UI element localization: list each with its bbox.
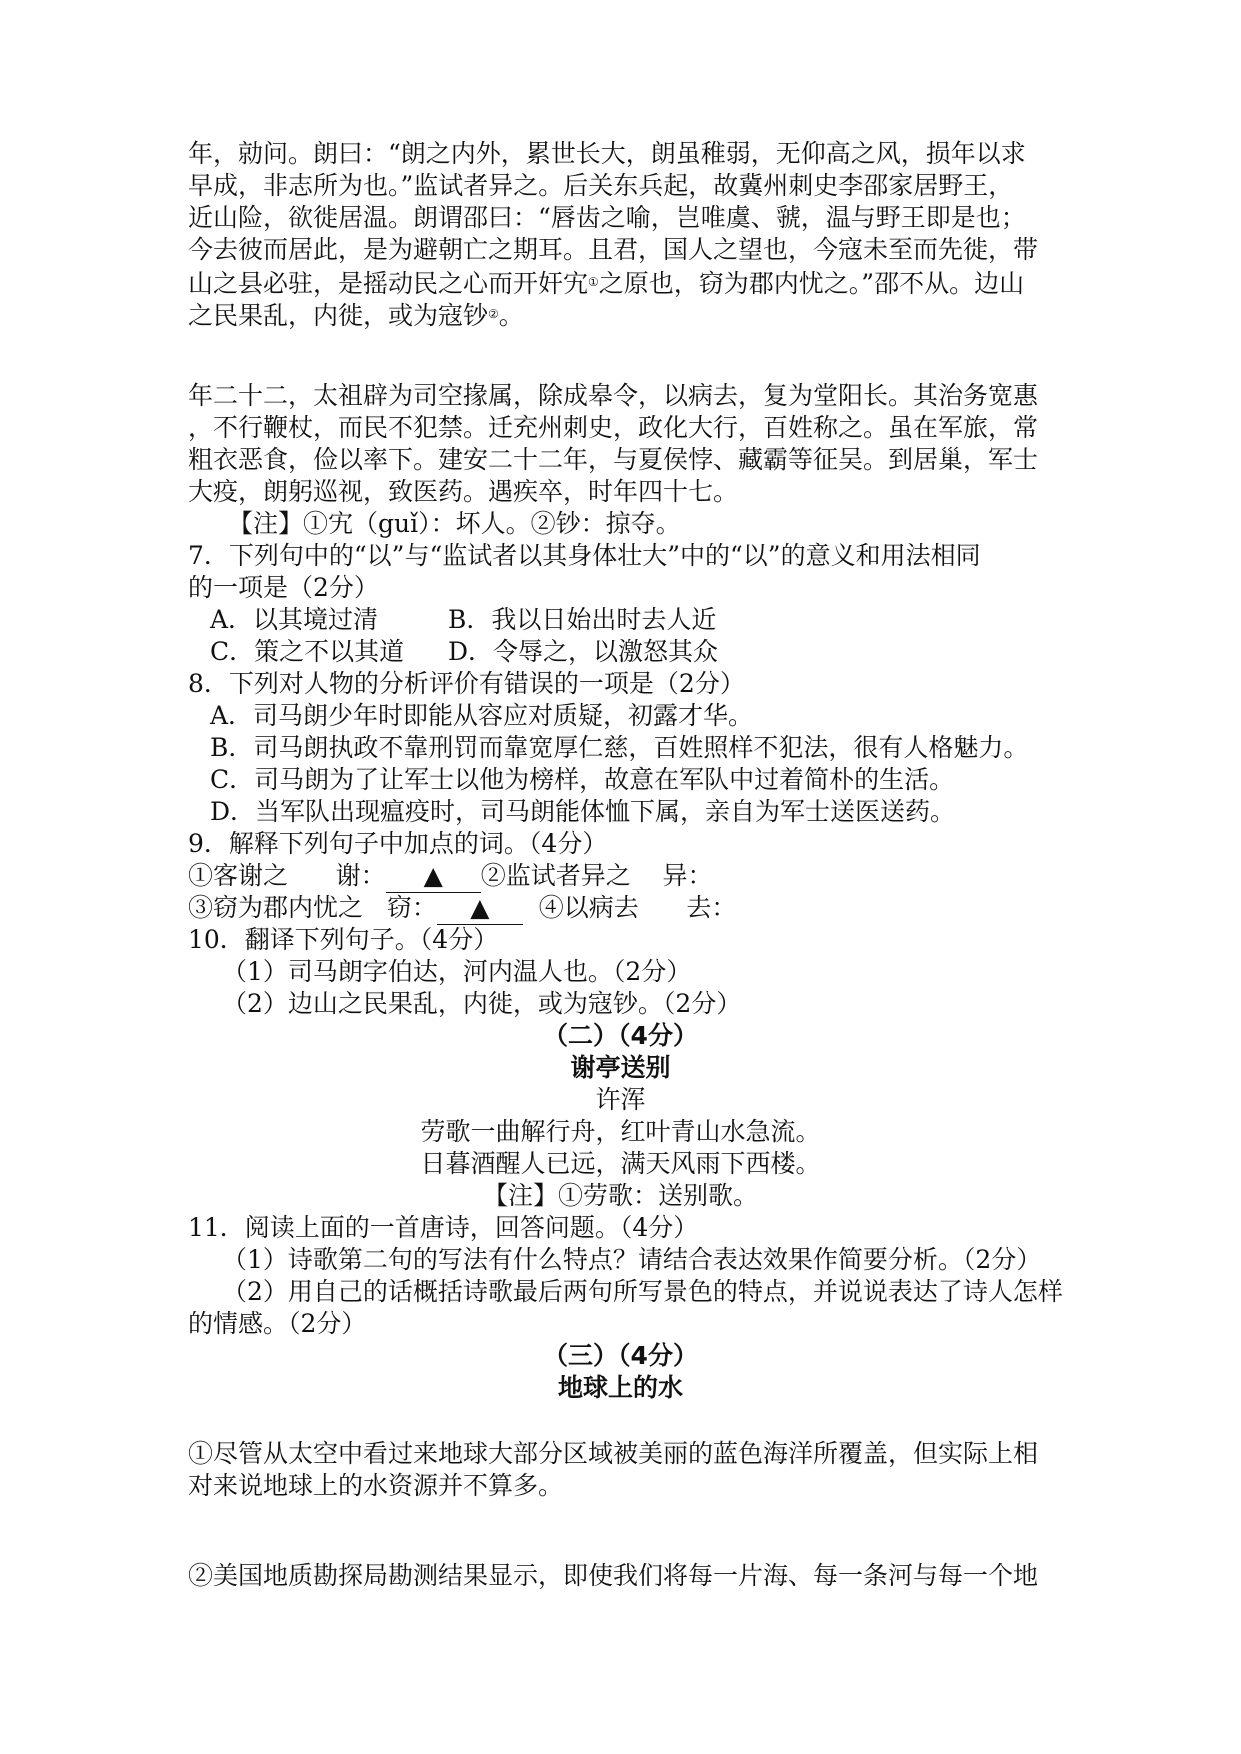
q10-sentence: （2）边山之民果乱，内徙，或为寇钞。（2分） [222, 989, 742, 1018]
passage1-text: 之民果乱，内徙，或为寇钞 [188, 301, 489, 330]
q9-row [188, 860, 712, 892]
answer-blank[interactable]: ▲ [437, 892, 523, 925]
q9-item: ③窃为郡内忧之 窃： [188, 893, 437, 922]
q8-stem: 8．下列对人物的分析评价有错误的一项是（2分） [188, 669, 745, 698]
passage1-line: 早成，非志所为也。”监试者异之。后关东兵起，故冀州刺史李邵家居野王， [188, 171, 1014, 200]
poem-title: 谢亭送别 [570, 1053, 671, 1082]
q7-option-d: D．令辱之，以激怒其众 [448, 637, 719, 666]
section-heading: （三）（4分） [543, 1341, 698, 1370]
passage1-line: 今去彼而居此，是为避朝亡之期耳。且君，国人之望也，今寇未至而先徙，带 [188, 235, 1039, 264]
passage1-line: 近山险，欲徙居温。朗谓邵曰：“唇齿之喻，岂唯虞、虢，温与野王即是也； [188, 203, 1026, 232]
section-heading: （二）（4分） [543, 1021, 698, 1050]
passage1-text: 山之县必驻，是摇动民之心而开奸宄 [188, 269, 589, 298]
q10-stem: 10．翻译下列句子。（4分） [188, 925, 499, 954]
q11-stem: 11．阅读上面的一首唐诗，回答问题。（4分） [188, 1213, 699, 1242]
passage1-line: 年，勍问。朗曰：“朗之内外，累世长大，朗虽稚弱，无仰高之风，损年以求 [188, 139, 1026, 168]
article-title: 地球上的水 [557, 1373, 683, 1402]
q9-item: ②监试者异之 异： [480, 861, 713, 890]
passage2-line: 年二十二，太祖辟为司空掾属，除成皋令，以病去，复为堂阳长。其治务宽惠 [188, 381, 1039, 410]
q7-option-a: A．以其境过清 [210, 605, 379, 634]
q7-option-b: B．我以日始出时去人近 [448, 605, 717, 634]
article-paragraph: 对来说地球上的水资源并不算多。 [188, 1471, 564, 1500]
answer-blank[interactable]: ▲ [386, 860, 481, 893]
q9-row [188, 892, 736, 924]
passage2-line: 粗衣恶食，俭以率下。建安二十二年，与夏侯悖、藏霸等征吴。到居巢，军士 [188, 445, 1039, 474]
q7-option-c: C．策之不以其道 [210, 637, 405, 666]
passage1-line [188, 266, 1024, 298]
passage2-note: 【注】①宄（guǐ）：坏人。②钞：掠夺。 [228, 509, 681, 538]
q10-sentence: （1）司马朗字伯达，河内温人也。（2分） [222, 957, 692, 986]
q7-stem: 的一项是（2分） [188, 573, 379, 602]
q7-stem: 7．下列句中的“以”与“监试者以其身体壮大”中的“以”的意义和用法相同 [188, 541, 981, 570]
passage1-text: 。 [498, 301, 524, 330]
article-paragraph: ②美国地质勘探局勘测结果显示，即使我们将每一片海、每一条河与每一个地 [188, 1561, 1039, 1590]
passage1-text: 之原也，窃为郡内忧之。”邵不从。边山 [598, 269, 1025, 298]
q8-option-c: C．司马朗为了让军士以他为榜样，故意在军队中过着简朴的生活。 [210, 765, 955, 794]
q11-sub: （2）用自己的话概括诗歌最后两句所写景色的特点，并说说表达了诗人怎样 [222, 1277, 1063, 1306]
poem-line: 日暮酒醒人已远，满天风雨下西楼。 [420, 1149, 821, 1178]
footnote-marker: ② [488, 307, 499, 321]
poem-line: 劳歌一曲解行舟，红叶青山水急流。 [420, 1117, 821, 1146]
q11-sub: （1）诗歌第二句的写法有什么特点？请结合表达效果作简要分析。（2分） [222, 1245, 1042, 1274]
q11-sub: 的情感。（2分） [188, 1309, 367, 1338]
q8-option-d: D．当军队出现瘟疫时，司马朗能体恤下属，亲自为军士送医送药。 [210, 797, 956, 826]
q8-option-a: A．司马朗少年时即能从容应对质疑，初露才华。 [210, 701, 754, 730]
passage2-line: 大疫，朗躬巡视，致医药。遇疾卒，时年四十七。 [188, 477, 739, 506]
q9-stem: 9．解释下列句子中加点的词。（4分） [188, 829, 608, 858]
q9-item: ①客谢之 谢： [188, 861, 386, 890]
poem-author: 许浑 [595, 1085, 646, 1114]
q9-item: ④以病去 去： [538, 893, 737, 922]
poem-note: 【注】①劳歌：送别歌。 [482, 1181, 758, 1210]
q8-option-b: B．司马朗执政不靠刑罚而靠宽厚仁慈，百姓照样不犯法，很有人格魅力。 [210, 733, 1029, 762]
footnote-marker: ① [588, 275, 599, 289]
passage1-line [188, 298, 524, 330]
passage2-line: ，不行鞭杖，而民不犯禁。迁充州刺史，政化大行，百姓称之。虽在军旅，常 [188, 413, 1039, 442]
article-paragraph: ①尽管从太空中看过来地球大部分区域被美丽的蓝色海洋所覆盖，但实际上相 [188, 1439, 1039, 1468]
